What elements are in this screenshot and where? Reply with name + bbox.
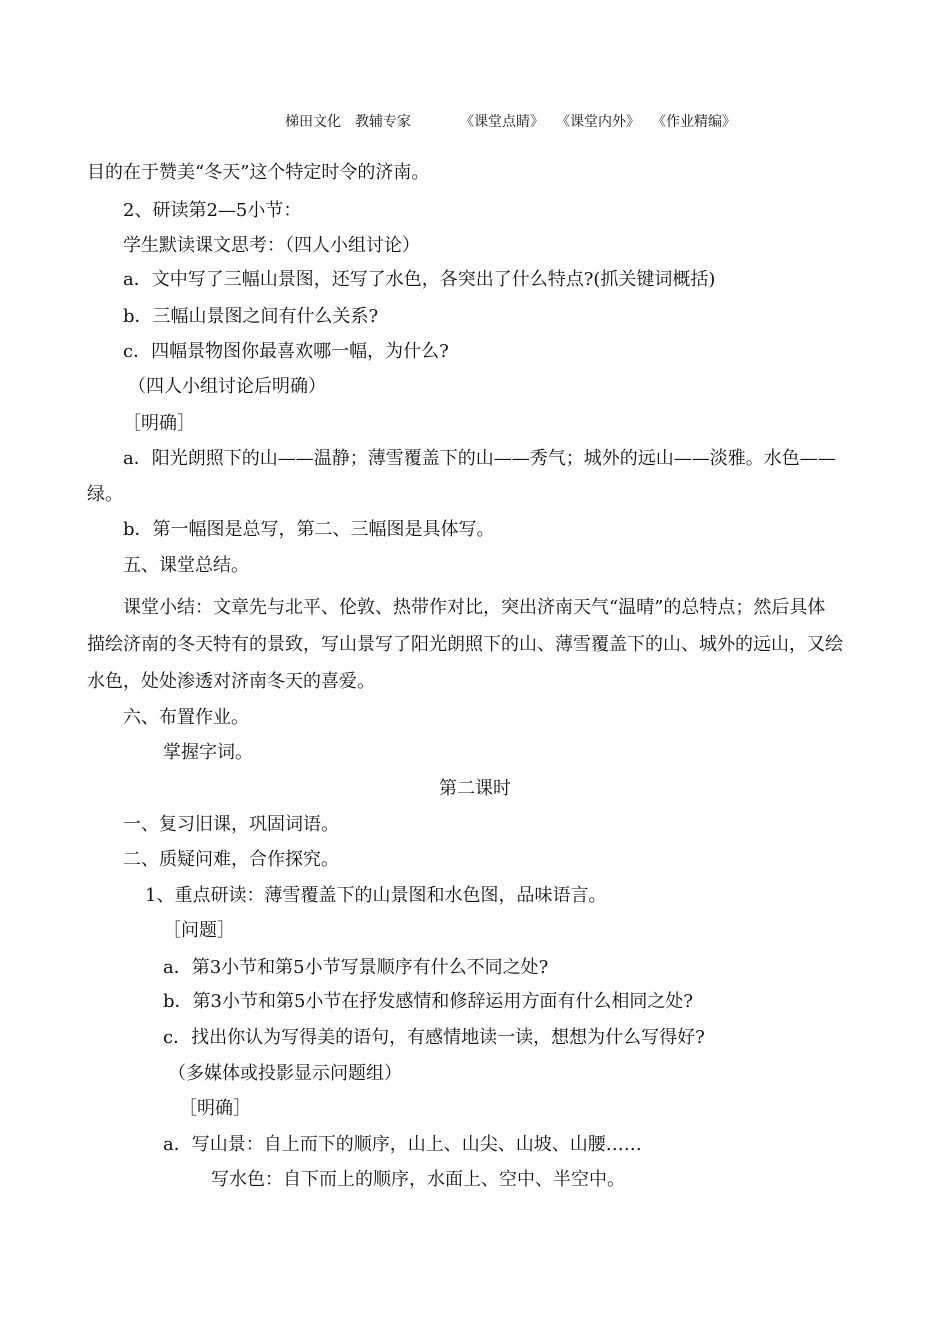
paragraph-line: 绿。 [87,484,123,505]
paragraph-line: 二、质疑问难，合作探究。 [123,849,339,870]
paragraph-line: a．第3小节和第5小节写景顺序有什么不同之处? [163,957,549,978]
paragraph-line: 水色，处处渗透对济南冬天的喜爱。 [87,671,375,692]
paragraph-line: 2、研读第2—5小节： [123,200,302,221]
paragraph-line: c．找出你认为写得美的语句，有感情地读一读，想想为什么写得好? [163,1027,705,1048]
paragraph-line: c．四幅景物图你最喜欢哪一幅，为什么? [123,341,449,362]
header-book-1: 《课堂点睛》 [460,114,544,130]
paragraph-line: a．写山景：自上而下的顺序，山上、山尖、山坡、山腰…… [163,1134,642,1155]
header-brand: 梯田文化 教辅专家 [285,114,411,130]
paragraph-line: 掌握字词。 [163,742,253,763]
paragraph-line: ［问题］ [163,920,235,941]
paragraph-line: a．文中写了三幅山景图，还写了水色，各突出了什么特点?(抓关键词概括) [123,269,716,290]
paragraph-line: 六、布置作业。 [123,707,249,728]
paragraph-line: b．第一幅图是总写，第二、三幅图是具体写。 [123,519,495,540]
paragraph-line: 一、复习旧课，巩固词语。 [123,814,339,835]
section-title: 第二课时 [439,778,511,799]
paragraph-line: 五、课堂总结。 [123,555,249,576]
header-book-2: 《课堂内外》 [556,114,640,130]
paragraph-line: 1、重点研读：薄雪覆盖下的山景图和水色图，品味语言。 [145,885,607,906]
paragraph-line: 目的在于赞美“冬天”这个特定时令的济南。 [87,162,430,183]
paragraph-line: a．阳光朗照下的山——温静；薄雪覆盖下的山——秀气；城外的远山——淡雅。水色—— [123,448,836,469]
paragraph-line: 描绘济南的冬天特有的景致，写山景写了阳光朗照下的山、薄雪覆盖下的山、城外的远山，又绘 [87,634,843,655]
paragraph-line: b．三幅山景图之间有什么关系? [123,306,379,327]
paragraph-line: ［明确］ [123,413,195,434]
paragraph-line: 课堂小结：文章先与北平、伦敦、热带作对比，突出济南天气“温晴”的总特点；然后具体 [123,597,826,618]
paragraph-line: 学生默读课文思考：（四人小组讨论） [123,235,420,256]
paragraph-line: 写水色：自下而上的顺序，水面上、空中、半空中。 [211,1169,625,1190]
paragraph-line: ［明确］ [179,1098,251,1119]
paragraph-line: （四人小组讨论后明确） [128,376,326,397]
header-book-3: 《作业精编》 [652,114,736,130]
paragraph-line: （多媒体或投影显示问题组） [168,1063,402,1084]
paragraph-line: b．第3小节和第5小节在抒发感情和修辞运用方面有什么相同之处? [163,991,694,1012]
